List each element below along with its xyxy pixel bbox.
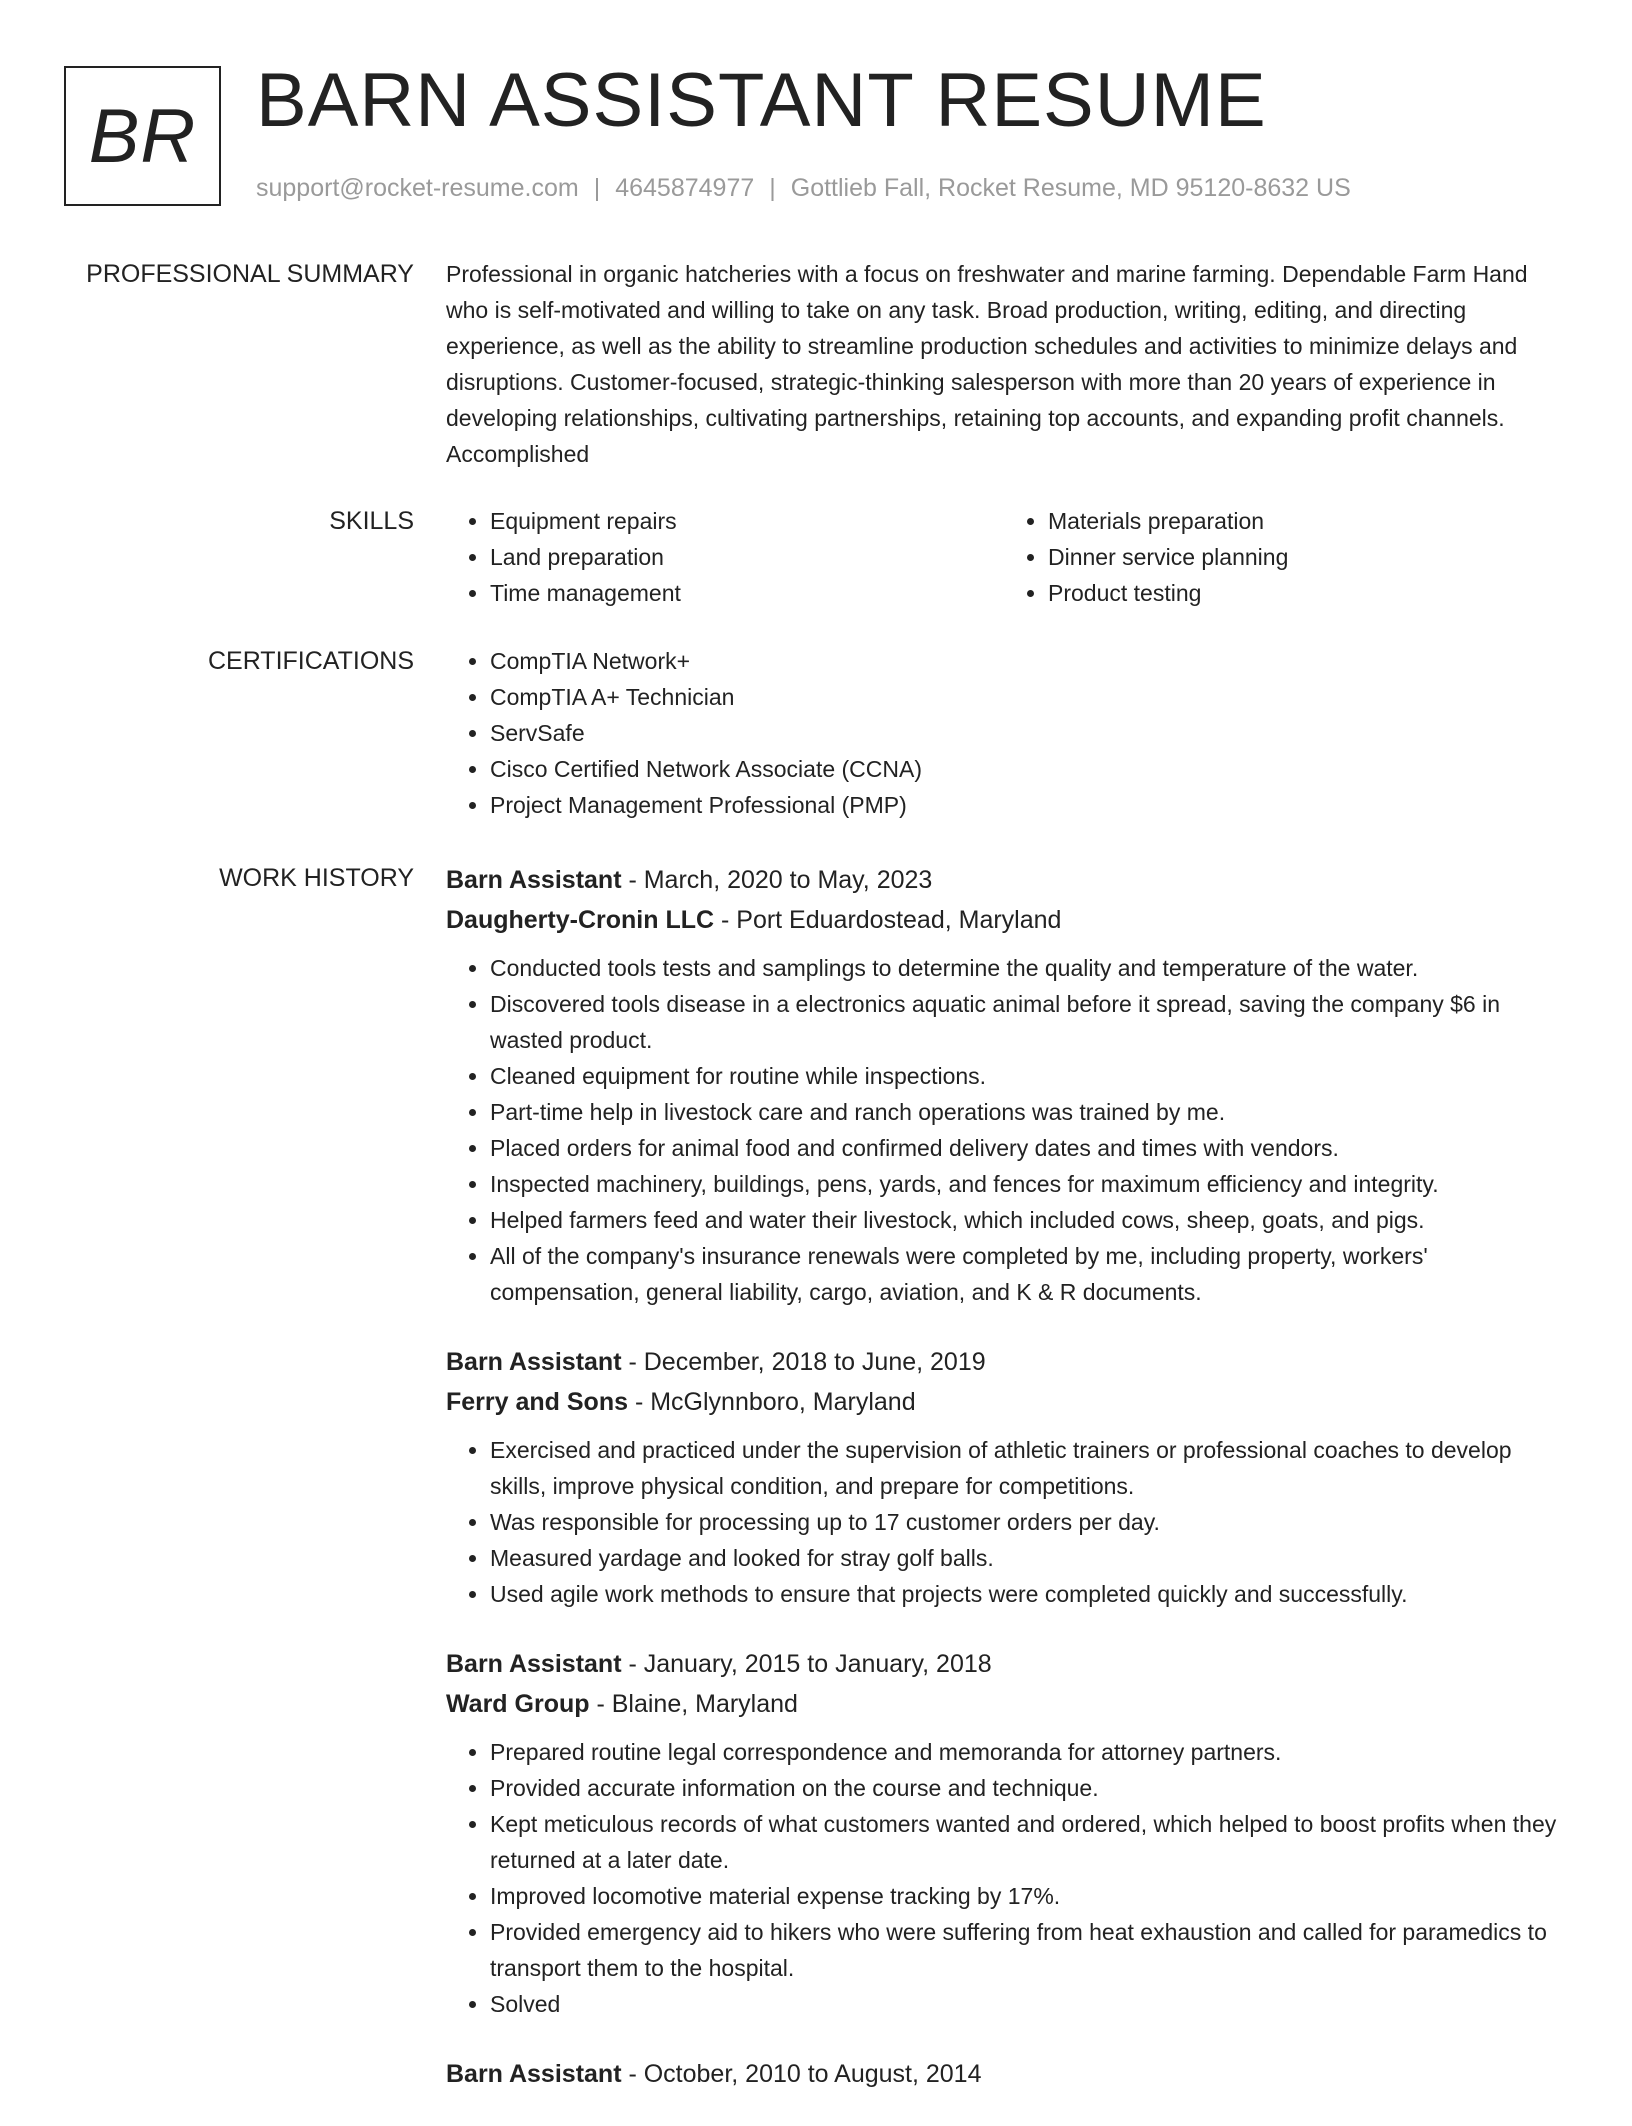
skill-item: • Product testing [1048,575,1562,611]
job-bullet: • Was responsible for processing up to 17 customer orders per day. [490,1504,1562,1540]
certifications-list [446,643,1562,823]
job-title: Barn Assistant [446,866,622,894]
job-entry [446,2054,1562,2094]
skills-list-right [1004,503,1562,611]
job-title-line [446,1342,1562,1382]
job-bullet: • Helped farmers feed and water their livestock, which included cows, sheep, goats, and pigs. [490,1202,1562,1238]
job-bullets [446,1432,1562,1612]
job-title-line [446,860,1562,900]
skill-item: • Equipment repairs [490,503,1004,539]
section-heading: SKILLS [329,507,414,535]
contact-line [256,174,1351,203]
job-bullet: • Discovered tools disease in a electronics aquatic animal before it spread, saving the company $6 in wasted product. [490,986,1562,1058]
skill-item: • Dinner service planning [1048,539,1562,575]
certification-item: • ServSafe [490,715,1562,751]
skills-list-left [446,503,1004,611]
certification-item: • Cisco Certified Network Associate (CCNA) [490,751,1562,787]
job-bullet: • Provided accurate information on the course and technique. [490,1770,1562,1806]
skill-item: • Time management [490,575,1004,611]
job-company: Ferry and Sons [446,1388,628,1416]
skill-item: • Materials preparation [1048,503,1562,539]
job-location: - Port Eduardostead, Maryland [714,906,1062,934]
section-heading: CERTIFICATIONS [207,647,414,675]
job-bullet: • Part-time help in livestock care and ranch operations was trained by me. [490,1094,1562,1130]
certification-item: • CompTIA Network+ [490,643,1562,679]
job-company-line [446,900,1562,940]
contact-separator: | [593,174,601,202]
contact-email: support@rocket-resume.com [256,174,579,202]
job-company: Daugherty-Cronin LLC [446,906,715,934]
certification-item: • Project Management Professional (PMP) [490,787,1562,823]
job-bullet: • Placed orders for animal food and confirmed delivery dates and times with vendors. [490,1130,1562,1166]
job-company-line [446,1684,1562,1724]
job-dates: - March, 2020 to May, 2023 [621,866,933,894]
job-title-line [446,1644,1562,1684]
job-title-line [446,2054,1562,2094]
job-bullet: • Solved [490,1986,1562,2022]
job-bullets [446,950,1562,1310]
job-bullet: • Measured yardage and looked for stray golf balls. [490,1540,1562,1576]
job-entry [446,1342,1562,1612]
job-company: Ward Group [446,1690,590,1718]
contact-address: Gottlieb Fall, Rocket Resume, MD 95120-8632 US [790,174,1351,202]
job-company-line [446,1382,1562,1422]
summary-text: Professional in organic hatcheries with a focus on freshwater and marine farming. Dependable Farm Hand who is self-motivated and willing to take on any task. Broad production, writing, editing, and directing experience, as well as the ability to streamline production schedules and activities to minimize delays and disruptions. Customer-focused, strategic-thinking salesperson with more than 20 years of experience in developing relationships, cultivating partnerships, retaining top accounts, and expanding profit channels. Accomplished [446,261,1528,467]
job-title: Barn Assistant [446,1650,622,1678]
job-dates: - December, 2018 to June, 2019 [621,1348,986,1376]
job-bullet: • Prepared routine legal correspondence and memoranda for attorney partners. [490,1734,1562,1770]
contact-phone: 4645874977 [615,174,755,202]
job-bullet: • Conducted tools tests and samplings to determine the quality and temperature of the water. [490,950,1562,986]
job-bullet: • Kept meticulous records of what customers wanted and ordered, which helped to boost profits when they returned at a later date. [490,1806,1562,1878]
job-bullets [446,1734,1562,2022]
job-bullet: • Used agile work methods to ensure that projects were completed quickly and successfully. [490,1576,1562,1612]
job-title: Barn Assistant [446,2060,622,2088]
contact-separator: | [769,174,776,202]
job-location: - Blaine, Maryland [589,1690,798,1718]
job-bullet: • Improved locomotive material expense tracking by 17%. [490,1878,1562,1914]
job-bullet: • All of the company's insurance renewals were completed by me, including property, workers' compensation, general liability, cargo, aviation, and K & R documents. [490,1238,1562,1310]
job-location: - McGlynnboro, Maryland [628,1388,916,1416]
page-title: BARN ASSISTANT RESUME [256,58,1267,143]
job-entry [446,1644,1562,2022]
skill-item: • Land preparation [490,539,1004,575]
certification-item: • CompTIA A+ Technician [490,679,1562,715]
job-title: Barn Assistant [446,1348,622,1376]
job-bullet: • Exercised and practiced under the supervision of athletic trainers or professional coaches to develop skills, improve physical condition, and prepare for competitions. [490,1432,1562,1504]
job-bullet: • Provided emergency aid to hikers who were suffering from heat exhaustion and called for paramedics to transport them to the hospital. [490,1914,1562,1986]
monogram-logo: BR [64,66,221,206]
job-bullet: • Cleaned equipment for routine while inspections. [490,1058,1562,1094]
job-dates: - October, 2010 to August, 2014 [621,2060,982,2088]
job-bullet: • Inspected machinery, buildings, pens, yards, and fences for maximum efficiency and integrity. [490,1166,1562,1202]
job-dates: - January, 2015 to January, 2018 [621,1650,992,1678]
section-heading: WORK HISTORY [219,864,414,892]
section-heading: PROFESSIONAL SUMMARY [86,260,414,288]
job-entry [446,860,1562,1310]
